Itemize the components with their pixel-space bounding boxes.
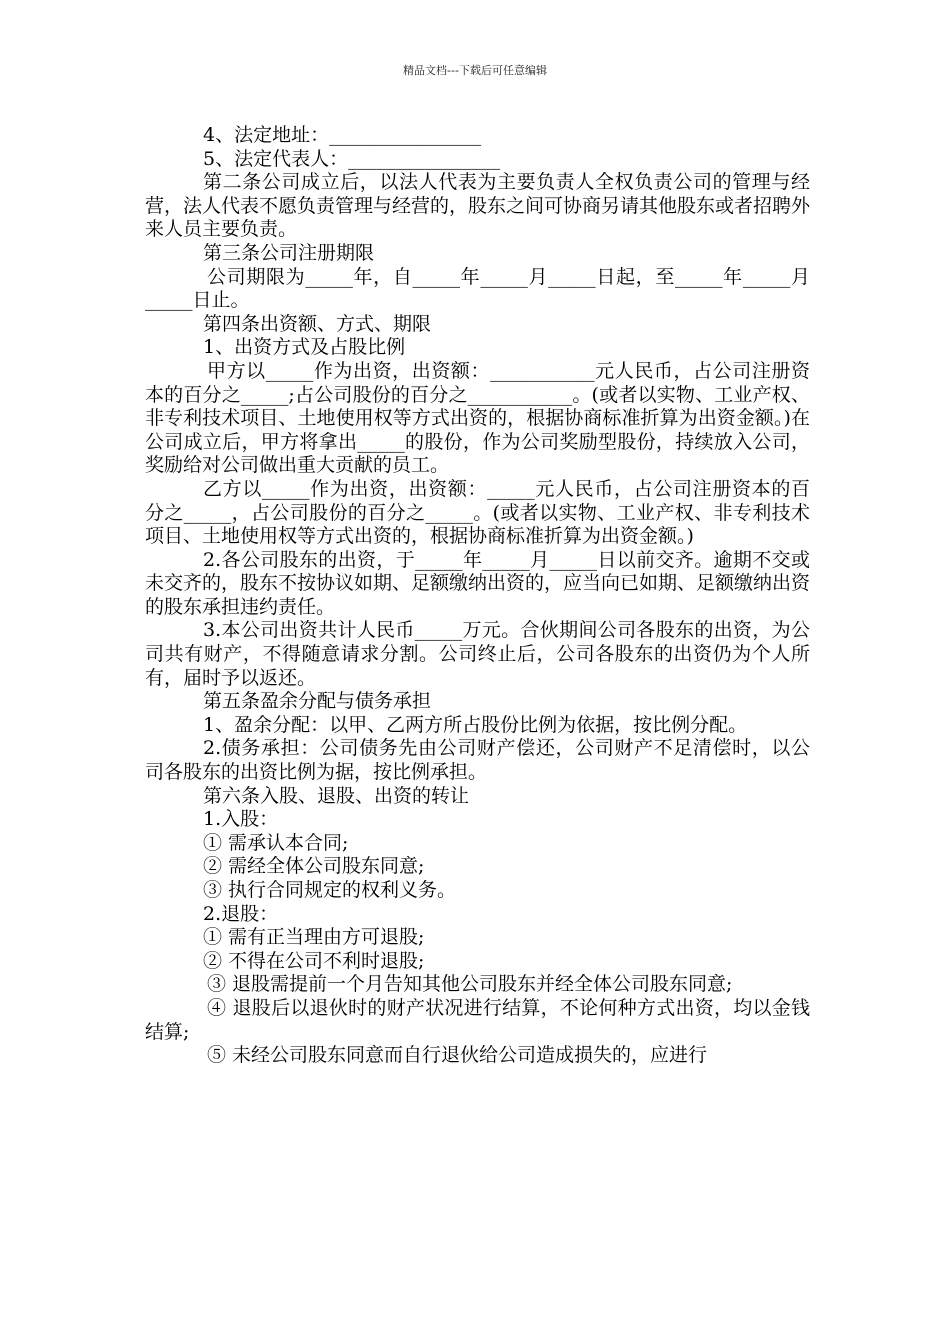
paragraph: 乙方以_____作为出资，出资额：_____元人民币，占公司注册资本的百分之_____，占公司股份的百分之_____。(或者以实物、工业产权、非专利技术项目、土地使用权等方式出资的，根据协商标准折算为出资金额。): [145, 477, 810, 548]
paragraph: 1、出资方式及占股比例: [203, 336, 406, 359]
paragraph: 第五条盈余分配与债务承担: [203, 690, 432, 713]
paragraph: 公司期限为_____年，自_____年_____月_____日起，至_____年_____月_____日止。: [145, 265, 810, 312]
paragraph: 第二条公司成立后，以法人代表为主要负责人全权负责公司的管理与经营，法人代表不愿负责管理与经营的，股东之间可协商另请其他股东或者招聘外来人员主要负责。: [145, 171, 811, 241]
paragraph: ③ 退股需提前一个月告知其他公司股东并经全体公司股东同意;: [207, 973, 733, 996]
paragraph: 第三条公司注册期限: [203, 241, 375, 264]
paragraph: 1.入股：: [203, 808, 279, 831]
paragraph: 甲方以_____作为出资，出资额：___________元人民币，占公司注册资本的百分之_____;占公司股份的百分之___________。(或者以实物、工业产权、非专利技术项目、土地使用权等方式出资的，根据协商标准折算为出资金额。)在公司成立后，甲方将拿出_____的股份，作为公司奖励型股份，持续放入公司，奖励给对公司做出重大贡献的员工。: [145, 359, 810, 477]
paragraph: ① 需承认本合同;: [203, 831, 349, 854]
paragraph: 2.各公司股东的出资，于_____年_____月_____日以前交齐。逾期不交或未交齐的，股东不按协议如期、足额缴纳出资的，应当向已如期、足额缴纳出资的股东承担违约责任。: [145, 548, 811, 618]
paragraph: ③ 执行合同规定的权利义务。: [203, 879, 457, 901]
paragraph: 4、法定地址：________________: [203, 124, 482, 146]
paragraph: ④ 退股后以退伙时的财产状况进行结算，不论何种方式出资，均以金钱结算;: [145, 996, 810, 1043]
paragraph: 2.债务承担：公司债务先由公司财产偿还，公司财产不足清偿时，以公司各股东的出资比例为据，按比例承担。: [145, 737, 810, 784]
paragraph: 第四条出资额、方式、期限: [203, 312, 432, 335]
paragraph: ② 需经全体公司股东同意;: [203, 855, 425, 878]
page-header: 精品文档---下载后可任意编辑: [403, 64, 547, 77]
document-body: [145, 124, 810, 1068]
paragraph: 第六条入股、退股、出资的转让: [203, 784, 470, 807]
paragraph: 2.退股：: [203, 902, 279, 925]
paragraph: 3.本公司出资共计人民币_____万元。合伙期间公司各股东的出资，为公司共有财产，不得随意请求分割。公司终止后，公司各股东的出资仍为个人所有，届时予以返还。: [145, 619, 810, 689]
paragraph: ② 不得在公司不利时退股;: [203, 949, 425, 972]
paragraph: ① 需有正当理由方可退股;: [203, 926, 425, 949]
paragraph: ⑤ 未经公司股东同意而自行退伙给公司造成损失的，应进行: [207, 1044, 708, 1067]
paragraph: 1、盈余分配：以甲、乙两方所占股份比例为依据，按比例分配。: [203, 713, 748, 736]
paragraph: 5、法定代表人：________________: [203, 147, 501, 170]
